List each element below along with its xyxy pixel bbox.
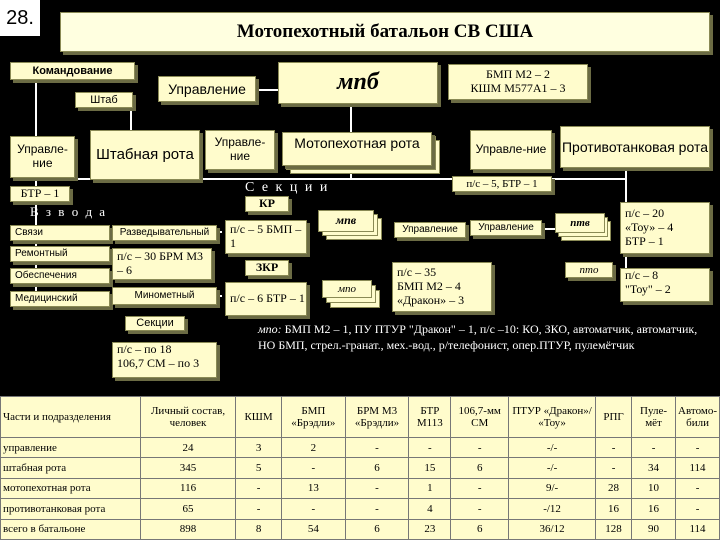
at-control-box: Управление	[470, 220, 542, 236]
table-cell: -	[451, 478, 509, 498]
table-cell: управление	[1, 438, 141, 458]
table-cell: -	[451, 499, 509, 519]
mp-company-control-box: Управле-ние	[205, 130, 275, 170]
table-header-cell: Личный состав, человек	[140, 397, 235, 438]
table-cell: 10	[632, 478, 676, 498]
ptv-info-box	[620, 202, 710, 254]
table-cell: -	[282, 458, 346, 478]
table-row	[1, 458, 720, 478]
table-cell: 28	[596, 478, 632, 498]
table-cell: 898	[140, 519, 235, 539]
ptv-box: птв	[555, 213, 605, 233]
sektsii-label: С е к ц и и	[245, 180, 330, 195]
platoon-medical-box: Медицинский	[10, 291, 110, 307]
command-box: Командование	[10, 62, 135, 80]
table-cell: -	[236, 499, 282, 519]
mpv-box: мпв	[318, 210, 374, 232]
headquarters-box: Штаб	[75, 92, 133, 108]
table-cell: -	[345, 499, 409, 519]
table-cell: 3	[236, 438, 282, 458]
kr-box: КР	[245, 196, 289, 212]
table-header-cell: Автомо-били	[676, 397, 720, 438]
table-header-row	[1, 397, 720, 438]
at-info-box: п/с – 5, БТР – 1	[452, 176, 552, 192]
platoon-support-box: Обеспечения	[10, 268, 110, 284]
table-cell: 15	[409, 458, 451, 478]
table-cell: 1	[409, 478, 451, 498]
recon-info-box: п/с – 30 БРМ М3 – 6	[112, 248, 212, 280]
table-header-cell: РПГ	[596, 397, 632, 438]
mpv-info-line: БМП М2 – 4	[397, 279, 461, 294]
table-header-cell: БТР М113	[409, 397, 451, 438]
mpo-box: мпо	[322, 280, 372, 298]
pto-info-line: п/с – 8	[625, 268, 659, 282]
sections-box: Секции	[125, 316, 185, 331]
connector-line	[255, 89, 280, 91]
table-cell: -/-	[509, 458, 596, 478]
table-cell: -	[596, 458, 632, 478]
table-cell: 9/-	[509, 478, 596, 498]
mpo-note-text: БМП М2 – 1, ПУ ПТУР "Дракон" – 1, п/с –10: КО, ЗКО, автоматчик, автоматчик, НО БМП, стрел.-гранат., мех.-вод., р/телефонист, опер.ПТУР, пулемётчик	[258, 322, 698, 352]
control-box: Управление	[158, 76, 256, 102]
mpo-note-label: мпо:	[258, 322, 282, 336]
table-cell: -	[596, 438, 632, 458]
mpo-note	[258, 322, 708, 382]
sections-info-box	[112, 342, 217, 378]
table-header-cell: 106,7-мм СМ	[451, 397, 509, 438]
table-cell: 114	[676, 458, 720, 478]
page-title: Мотопехотный батальон СВ США	[60, 12, 710, 52]
sections-info-line: п/с – по 18	[117, 342, 172, 356]
connector-line	[540, 228, 555, 230]
pto-info-line: "Тоу" – 2	[625, 281, 671, 296]
ptv-info-line: БТР – 1	[625, 233, 664, 248]
table-cell: -	[236, 478, 282, 498]
table-header-cell: Пуле-мёт	[632, 397, 676, 438]
at-company-control-box: Управле-ние	[470, 130, 552, 170]
table-cell: противотанковая рота	[1, 499, 141, 519]
table-cell: 4	[409, 499, 451, 519]
table-row	[1, 438, 720, 458]
bmp-info-line: БМП М2 – 2	[486, 67, 550, 82]
table-cell: 6	[451, 519, 509, 539]
kr-info-box: п/с – 5 БМП – 1	[225, 220, 307, 254]
table-cell: 128	[596, 519, 632, 539]
bmp-info-box	[448, 64, 588, 100]
table-cell: 23	[409, 519, 451, 539]
table-cell: 5	[236, 458, 282, 478]
pto-box: пто	[565, 262, 613, 278]
bmp-info-line: КШМ М577А1 – 3	[470, 81, 566, 95]
table-cell: 6	[345, 458, 409, 478]
table-cell: 34	[632, 458, 676, 478]
ptv-info-line: «Тоу» – 4	[625, 220, 674, 235]
table-cell: -/-	[509, 438, 596, 458]
table-cell: 8	[236, 519, 282, 539]
table-cell: 65	[140, 499, 235, 519]
table-cell: -	[345, 438, 409, 458]
table-cell: -	[676, 499, 720, 519]
zkr-info-box: п/с – 6 БТР – 1	[225, 282, 307, 316]
mpv-info-box	[392, 262, 492, 312]
table-cell: -	[345, 478, 409, 498]
slide-number: 28.	[0, 0, 40, 36]
table-cell: 16	[596, 499, 632, 519]
table-cell: -	[676, 438, 720, 458]
equipment-table	[0, 396, 720, 540]
at-company-box: Противотанковая рота	[560, 126, 710, 168]
table-cell: 116	[140, 478, 235, 498]
platoon-mortar-box: Минометный	[112, 287, 217, 305]
btr-info-box: БТР – 1	[10, 186, 70, 202]
table-cell: 2	[282, 438, 346, 458]
table-cell: 54	[282, 519, 346, 539]
table-cell: 6	[451, 458, 509, 478]
table-header-cell: ПТУР «Дракон»/ «Тоу»	[509, 397, 596, 438]
table-cell: -/12	[509, 499, 596, 519]
table-cell: 90	[632, 519, 676, 539]
table-cell: 24	[140, 438, 235, 458]
mpv-control-box: Управление	[394, 222, 466, 238]
mpv-info-line: п/с – 35	[397, 265, 437, 280]
platoon-recon-box: Разведывательный	[112, 225, 217, 241]
table-cell: -	[282, 499, 346, 519]
table-row	[1, 499, 720, 519]
mp-company-box: Мотопехотная рота	[282, 132, 432, 166]
table-header-cell: КШМ	[236, 397, 282, 438]
table-header-cell: БРМ М3 «Брэдли»	[345, 397, 409, 438]
table-cell: мотопехотная рота	[1, 478, 141, 498]
table-header-cell: Части и подразделения	[1, 397, 141, 438]
pto-info-box	[620, 268, 710, 302]
platoon-signal-box: Связи	[10, 225, 110, 241]
ptv-info-line: п/с – 20	[625, 206, 665, 221]
table-cell: 36/12	[509, 519, 596, 539]
hq-company-box: Штабная рота	[90, 130, 200, 180]
mpv-info-line: «Дракон» – 3	[397, 292, 465, 307]
table-cell: 13	[282, 478, 346, 498]
hq-company-control-box: Управле-ние	[10, 136, 75, 178]
table-cell: 6	[345, 519, 409, 539]
table-cell: -	[409, 438, 451, 458]
table-cell: всего в батальоне	[1, 519, 141, 539]
table-cell: 114	[676, 519, 720, 539]
table-cell: -	[632, 438, 676, 458]
platoon-repair-box: Ремонтный	[10, 246, 110, 262]
table-row	[1, 478, 720, 498]
table-cell: 345	[140, 458, 235, 478]
zkr-box: ЗКР	[245, 260, 289, 276]
sections-info-line: 106,7 СМ – по 3	[117, 355, 200, 370]
table-header-cell: БМП «Брэдли»	[282, 397, 346, 438]
mpb-box: мпб	[278, 62, 438, 104]
platoons-label: В з в о д а	[30, 204, 108, 219]
table-row	[1, 519, 720, 539]
table-cell: 16	[632, 499, 676, 519]
table-cell: -	[676, 478, 720, 498]
table-cell: штабная рота	[1, 458, 141, 478]
table-cell: -	[451, 438, 509, 458]
